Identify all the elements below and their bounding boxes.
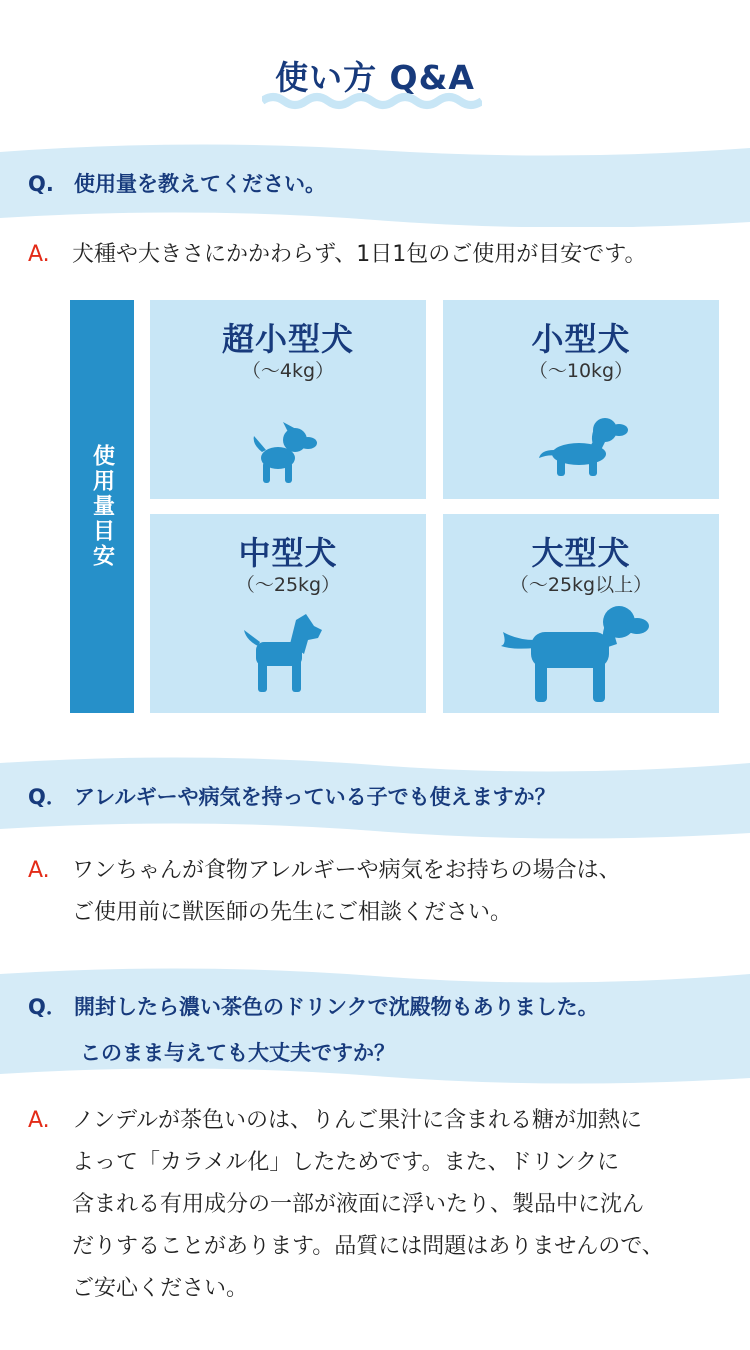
question-text: 使用量を教えてください。	[74, 172, 326, 196]
size-cell-large	[443, 514, 719, 713]
tiny-dog-icon	[248, 422, 320, 484]
answer-line: ワンちゃんが食物アレルギーや病気をお持ちの場合は、	[72, 858, 621, 883]
size-name: 中型犬	[238, 534, 338, 572]
a-mark: A.	[28, 858, 50, 883]
question-band-2	[0, 755, 750, 839]
question-band-1	[0, 142, 750, 227]
usage-guide-chart	[70, 300, 720, 713]
answer-line: ノンデルが茶色いのは、りんご果汁に含まれる糖が加熱に	[72, 1108, 643, 1133]
question-1	[28, 161, 326, 207]
answer-line: ご安心ください。	[72, 1276, 249, 1301]
title-wave-decoration	[262, 92, 482, 110]
size-weight: （～25kg以上）	[509, 574, 653, 596]
size-name: 大型犬	[531, 534, 631, 572]
answer-line: だりすることがあります。品質には問題はありませんので、	[72, 1234, 664, 1259]
size-name: 超小型犬	[221, 320, 354, 358]
size-weight: （～4kg）	[241, 360, 335, 382]
question-line: このまま与えても大丈夫ですか？	[80, 1041, 395, 1065]
medium-dog-icon	[242, 612, 326, 694]
question-text: アレルギーや病気を持っている子でも使えますか？	[74, 785, 556, 809]
size-weight: （～10kg）	[528, 360, 634, 382]
a-mark: A.	[28, 242, 50, 267]
answer-line: ご使用前に獣医師の先生にご相談ください。	[72, 900, 513, 925]
size-cell-tiny	[150, 300, 426, 499]
page-title: 使い方 Q&A	[275, 58, 475, 97]
answer-1	[28, 234, 748, 276]
size-weight: （～25kg）	[235, 574, 341, 596]
size-cell-small	[443, 300, 719, 499]
q-mark: Q．	[28, 785, 67, 809]
size-name: 小型犬	[531, 320, 631, 358]
answer-line: よって「カラメル化」したためです。また、ドリンクに	[72, 1150, 620, 1175]
answer-3	[28, 1100, 748, 1310]
answer-line: 含まれる有用成分の一部が液面に浮いたり、製品中に沈ん	[72, 1192, 645, 1217]
q-mark: Q.	[28, 172, 54, 196]
question-line: 開封したら濃い茶色のドリンクで沈殿物もありました。	[74, 995, 599, 1019]
answer-2	[28, 850, 748, 934]
question-band-3	[0, 966, 750, 1084]
question-2	[28, 774, 556, 820]
a-mark: A.	[28, 1108, 50, 1133]
size-cell-medium	[150, 514, 426, 713]
q-mark: Q．	[28, 995, 67, 1019]
large-dog-icon	[501, 600, 651, 704]
question-3	[28, 984, 599, 1076]
usage-side-label: 使用量目安	[70, 300, 134, 713]
answer-text: 犬種や大きさにかかわらず、1日1包のご使用が目安です。	[72, 242, 647, 267]
small-dog-icon	[539, 414, 631, 478]
